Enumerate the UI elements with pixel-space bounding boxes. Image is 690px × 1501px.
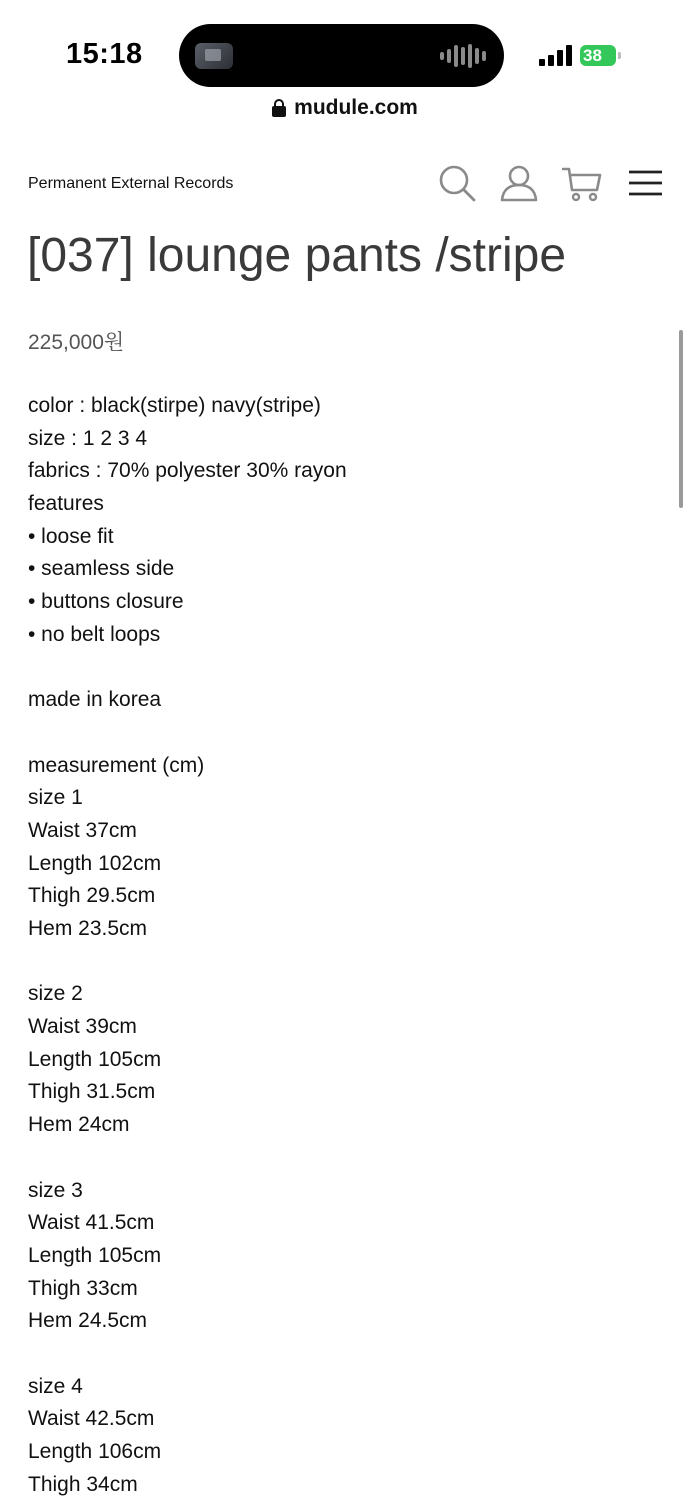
description-line: Waist 42.5cm [28,1407,155,1431]
dynamic-island[interactable] [179,24,504,87]
description-line: size 3 [28,1178,83,1202]
description-line: Waist 39cm [28,1015,137,1039]
description-line: Thigh 31.5cm [28,1080,156,1104]
description-line: • no belt loops [28,622,161,646]
description-line: Waist 41.5cm [28,1211,155,1235]
description-line: measurement (cm) [28,753,205,777]
address-bar[interactable] [0,96,690,136]
description-line: features [28,492,104,516]
cellular-signal-icon [539,44,572,66]
description-spacer [28,1142,648,1175]
description-line: Thigh 33cm [28,1276,138,1300]
description-line: Length 105cm [28,1047,162,1071]
status-time: 15:18 [66,38,143,70]
product-price: 225,000원 [28,331,125,354]
description-spacer [28,652,648,685]
search-icon[interactable] [437,163,477,203]
description-line: fabrics : 70% polyester 30% rayon [28,459,347,483]
description-line: • buttons closure [28,590,184,614]
description-line: size 2 [28,982,83,1006]
description-line: Length 106cm [28,1440,162,1463]
description-line: • seamless side [28,557,175,581]
cart-icon[interactable] [562,163,602,203]
status-bar [0,0,690,100]
description-line: Thigh 34cm [28,1472,138,1496]
description-line: size 4 [28,1374,83,1398]
description-line: size 1 [28,786,83,810]
description-line: Length 105cm [28,1243,162,1267]
description-line: made in korea [28,688,162,712]
site-logo[interactable]: Permanent External Records [28,175,234,192]
description-line: Hem 24.5cm [28,1309,148,1333]
url-text: mudule.com [294,96,418,119]
description-line: Hem 23.5cm [28,917,148,940]
product-title: [037] lounge pants /stripe [27,229,567,282]
description-spacer [28,946,648,979]
description-spacer [28,1338,648,1371]
description-line: Length 102cm [28,851,162,875]
menu-icon[interactable] [627,163,667,203]
header-actions [0,163,690,207]
product-description [28,390,648,1501]
now-playing-artwork-icon [195,43,233,69]
user-icon[interactable] [499,163,539,203]
battery-icon [580,45,620,66]
audio-waveform-icon [440,44,486,68]
battery-level: 38 [580,45,616,66]
description-line: color : black(stirpe) navy(stripe) [28,394,321,417]
description-spacer [28,717,648,750]
description-line: Waist 37cm [28,818,137,842]
lock-icon [272,99,286,117]
description-line: Thigh 29.5cm [28,884,156,908]
description-line: Hem 24cm [28,1113,130,1137]
description-line: size : 1 2 3 4 [28,426,148,450]
description-line: • loose fit [28,524,114,548]
page-scrollbar[interactable] [679,330,683,508]
